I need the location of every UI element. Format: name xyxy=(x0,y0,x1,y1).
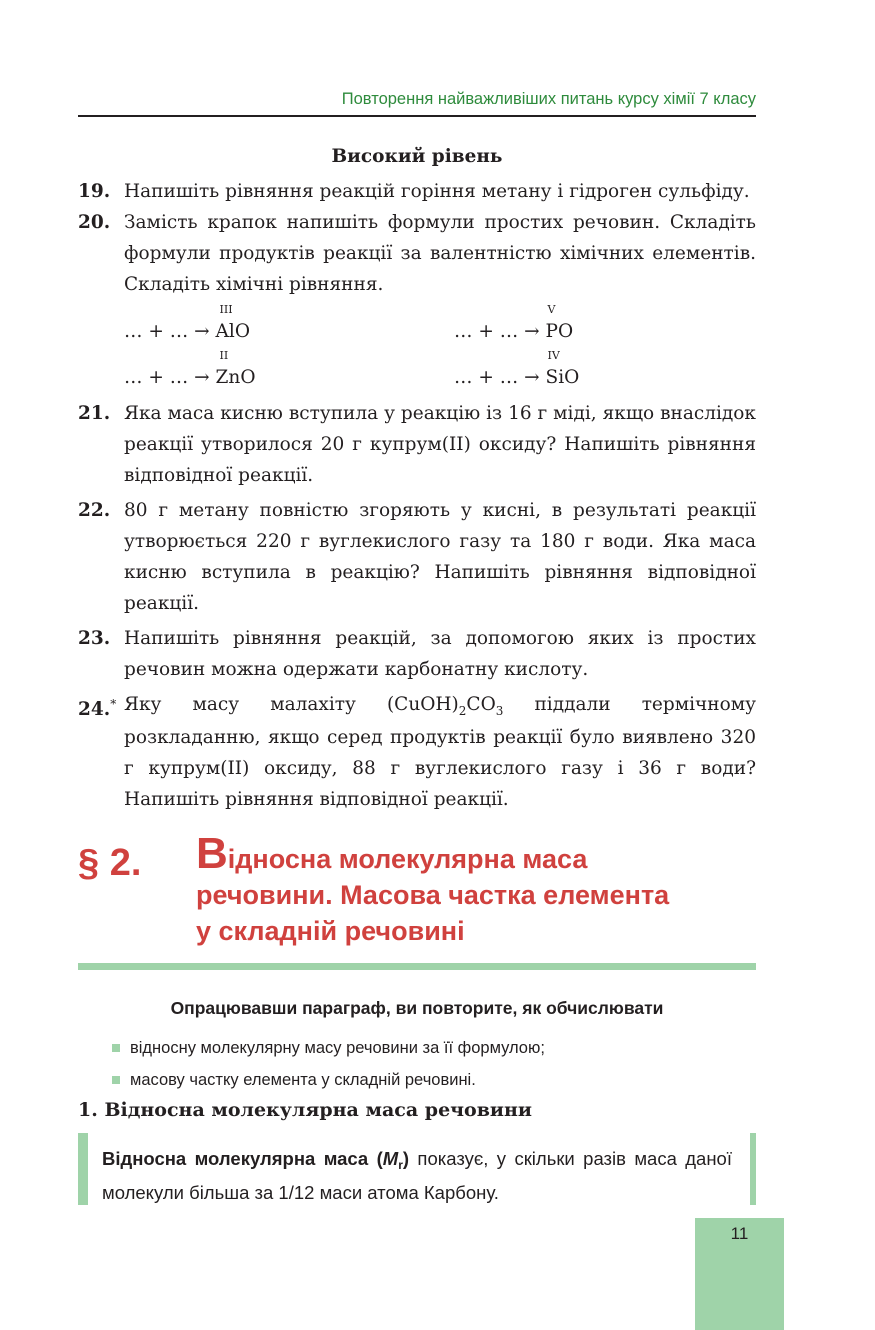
task-text-part: піддали термічному розкладанню, якщо серед продуктів реакції було виявлено 320 г купрум(II) оксиду, 88 г вуглекислого газу і 36 г води? Напишіть рівняння відповідної реакції. xyxy=(124,694,756,810)
term-text: Відносна молекулярна маса ( xyxy=(102,1148,383,1169)
product-formula: SiO xyxy=(545,367,580,388)
title-initial: В xyxy=(196,829,228,878)
task-text: Яка маса кисню вступила у реакцію із 16 г міді, якщо внаслідок реакції утворилося 20 г купрум(II) оксиду? Напишіть рівняння відповідної реакції. xyxy=(124,403,756,486)
subscript: 3 xyxy=(495,704,504,718)
product-formula: PO xyxy=(545,321,574,342)
running-title: Повторення найважливіших питань курсу хімії 7 класу xyxy=(341,90,756,108)
task-number-value: 24. xyxy=(78,699,111,721)
equation-alo xyxy=(124,303,250,342)
valence-label: II xyxy=(219,349,229,362)
task-text: Замість крапок напишіть формули простих речовин. Складіть формули продуктів реакції за валентністю хімічних елементів. Складіть хімічні рівняння. xyxy=(124,212,756,295)
task-list xyxy=(78,176,756,815)
definition-box xyxy=(78,1133,756,1205)
symbol: M xyxy=(382,1148,399,1169)
valence-label: IV xyxy=(547,349,560,362)
goals-heading: Опрацювавши параграф, ви повторите, як обчислювати xyxy=(170,998,664,1018)
task-24 xyxy=(78,689,756,815)
task-number xyxy=(78,689,116,725)
task-21 xyxy=(78,398,756,491)
task-text: 80 г метану повністю згоряють у кисні, в результаті реакції утворюється 220 г вуглекислого газу та 180 г води. Яка маса кисню вступила в реакцію? Напишіть рівняння відповідної реакції. xyxy=(124,500,756,614)
goal-text: масову частку елемента у складній речовині. xyxy=(130,1071,476,1089)
section-divider xyxy=(78,963,756,970)
task-text-part: CO xyxy=(466,694,496,715)
title-line-3: у складній речовині xyxy=(196,916,465,946)
equation-lhs: … + … → xyxy=(124,321,210,342)
valence-label: III xyxy=(219,303,233,316)
task-22 xyxy=(78,495,756,619)
task-number: 19. xyxy=(78,181,111,202)
task-20 xyxy=(78,207,756,394)
definition-term xyxy=(102,1148,410,1172)
task-text-part: Яку масу малахіту (CuOH) xyxy=(124,694,459,715)
section-heading: 1. Відносна молекулярна маса речовини xyxy=(78,1099,533,1121)
equation-lhs: … + … → xyxy=(454,321,540,342)
bullet-square-icon xyxy=(112,1044,120,1052)
definition-text: показує, у скільки разів маса даної молекули більша за 1/12 маси атома Карбону. xyxy=(102,1148,732,1203)
product-formula: AlO xyxy=(215,321,250,342)
task-number: 23. xyxy=(78,628,111,649)
paragraph-title xyxy=(196,829,756,949)
task-19 xyxy=(78,176,756,207)
list-item xyxy=(110,1032,545,1064)
bullet-square-icon xyxy=(112,1076,120,1084)
equation-zno xyxy=(124,349,256,388)
subscript: 2 xyxy=(458,704,467,718)
task-number: 21. xyxy=(78,403,111,424)
page-number: 11 xyxy=(695,1218,784,1330)
equation-lhs: … + … → xyxy=(454,367,540,388)
equation-grid xyxy=(124,302,756,394)
level-title: Високий рівень xyxy=(331,146,503,167)
title-line-1: ідносна молекулярна маса xyxy=(227,844,588,874)
paragraph-number: § 2. xyxy=(78,842,142,884)
goals-list xyxy=(110,1032,545,1096)
task-23 xyxy=(78,623,756,685)
term-close: ) xyxy=(402,1148,410,1169)
task-text: Напишіть рівняння реакцій горіння метану і гідроген сульфіду. xyxy=(124,181,750,202)
equation-sio xyxy=(454,349,580,388)
symbol-subscript: r xyxy=(398,1158,403,1172)
task-text xyxy=(124,694,756,810)
equation-po xyxy=(454,303,574,342)
task-number: 20. xyxy=(78,212,111,233)
valence-label: V xyxy=(547,303,556,316)
task-text: Напишіть рівняння реакцій, за допомогою яких із простих речовин можна одержати карбонатну кислоту. xyxy=(124,628,756,680)
list-item xyxy=(110,1064,545,1096)
difficulty-star: * xyxy=(110,697,117,711)
header-rule xyxy=(78,115,756,117)
goal-text: відносну молекулярну масу речовини за її формулою; xyxy=(130,1039,545,1057)
product-formula: ZnO xyxy=(215,367,256,388)
task-number: 22. xyxy=(78,500,111,521)
equation-lhs: … + … → xyxy=(124,367,210,388)
title-line-2: речовини. Масова частка елемента xyxy=(196,880,670,910)
